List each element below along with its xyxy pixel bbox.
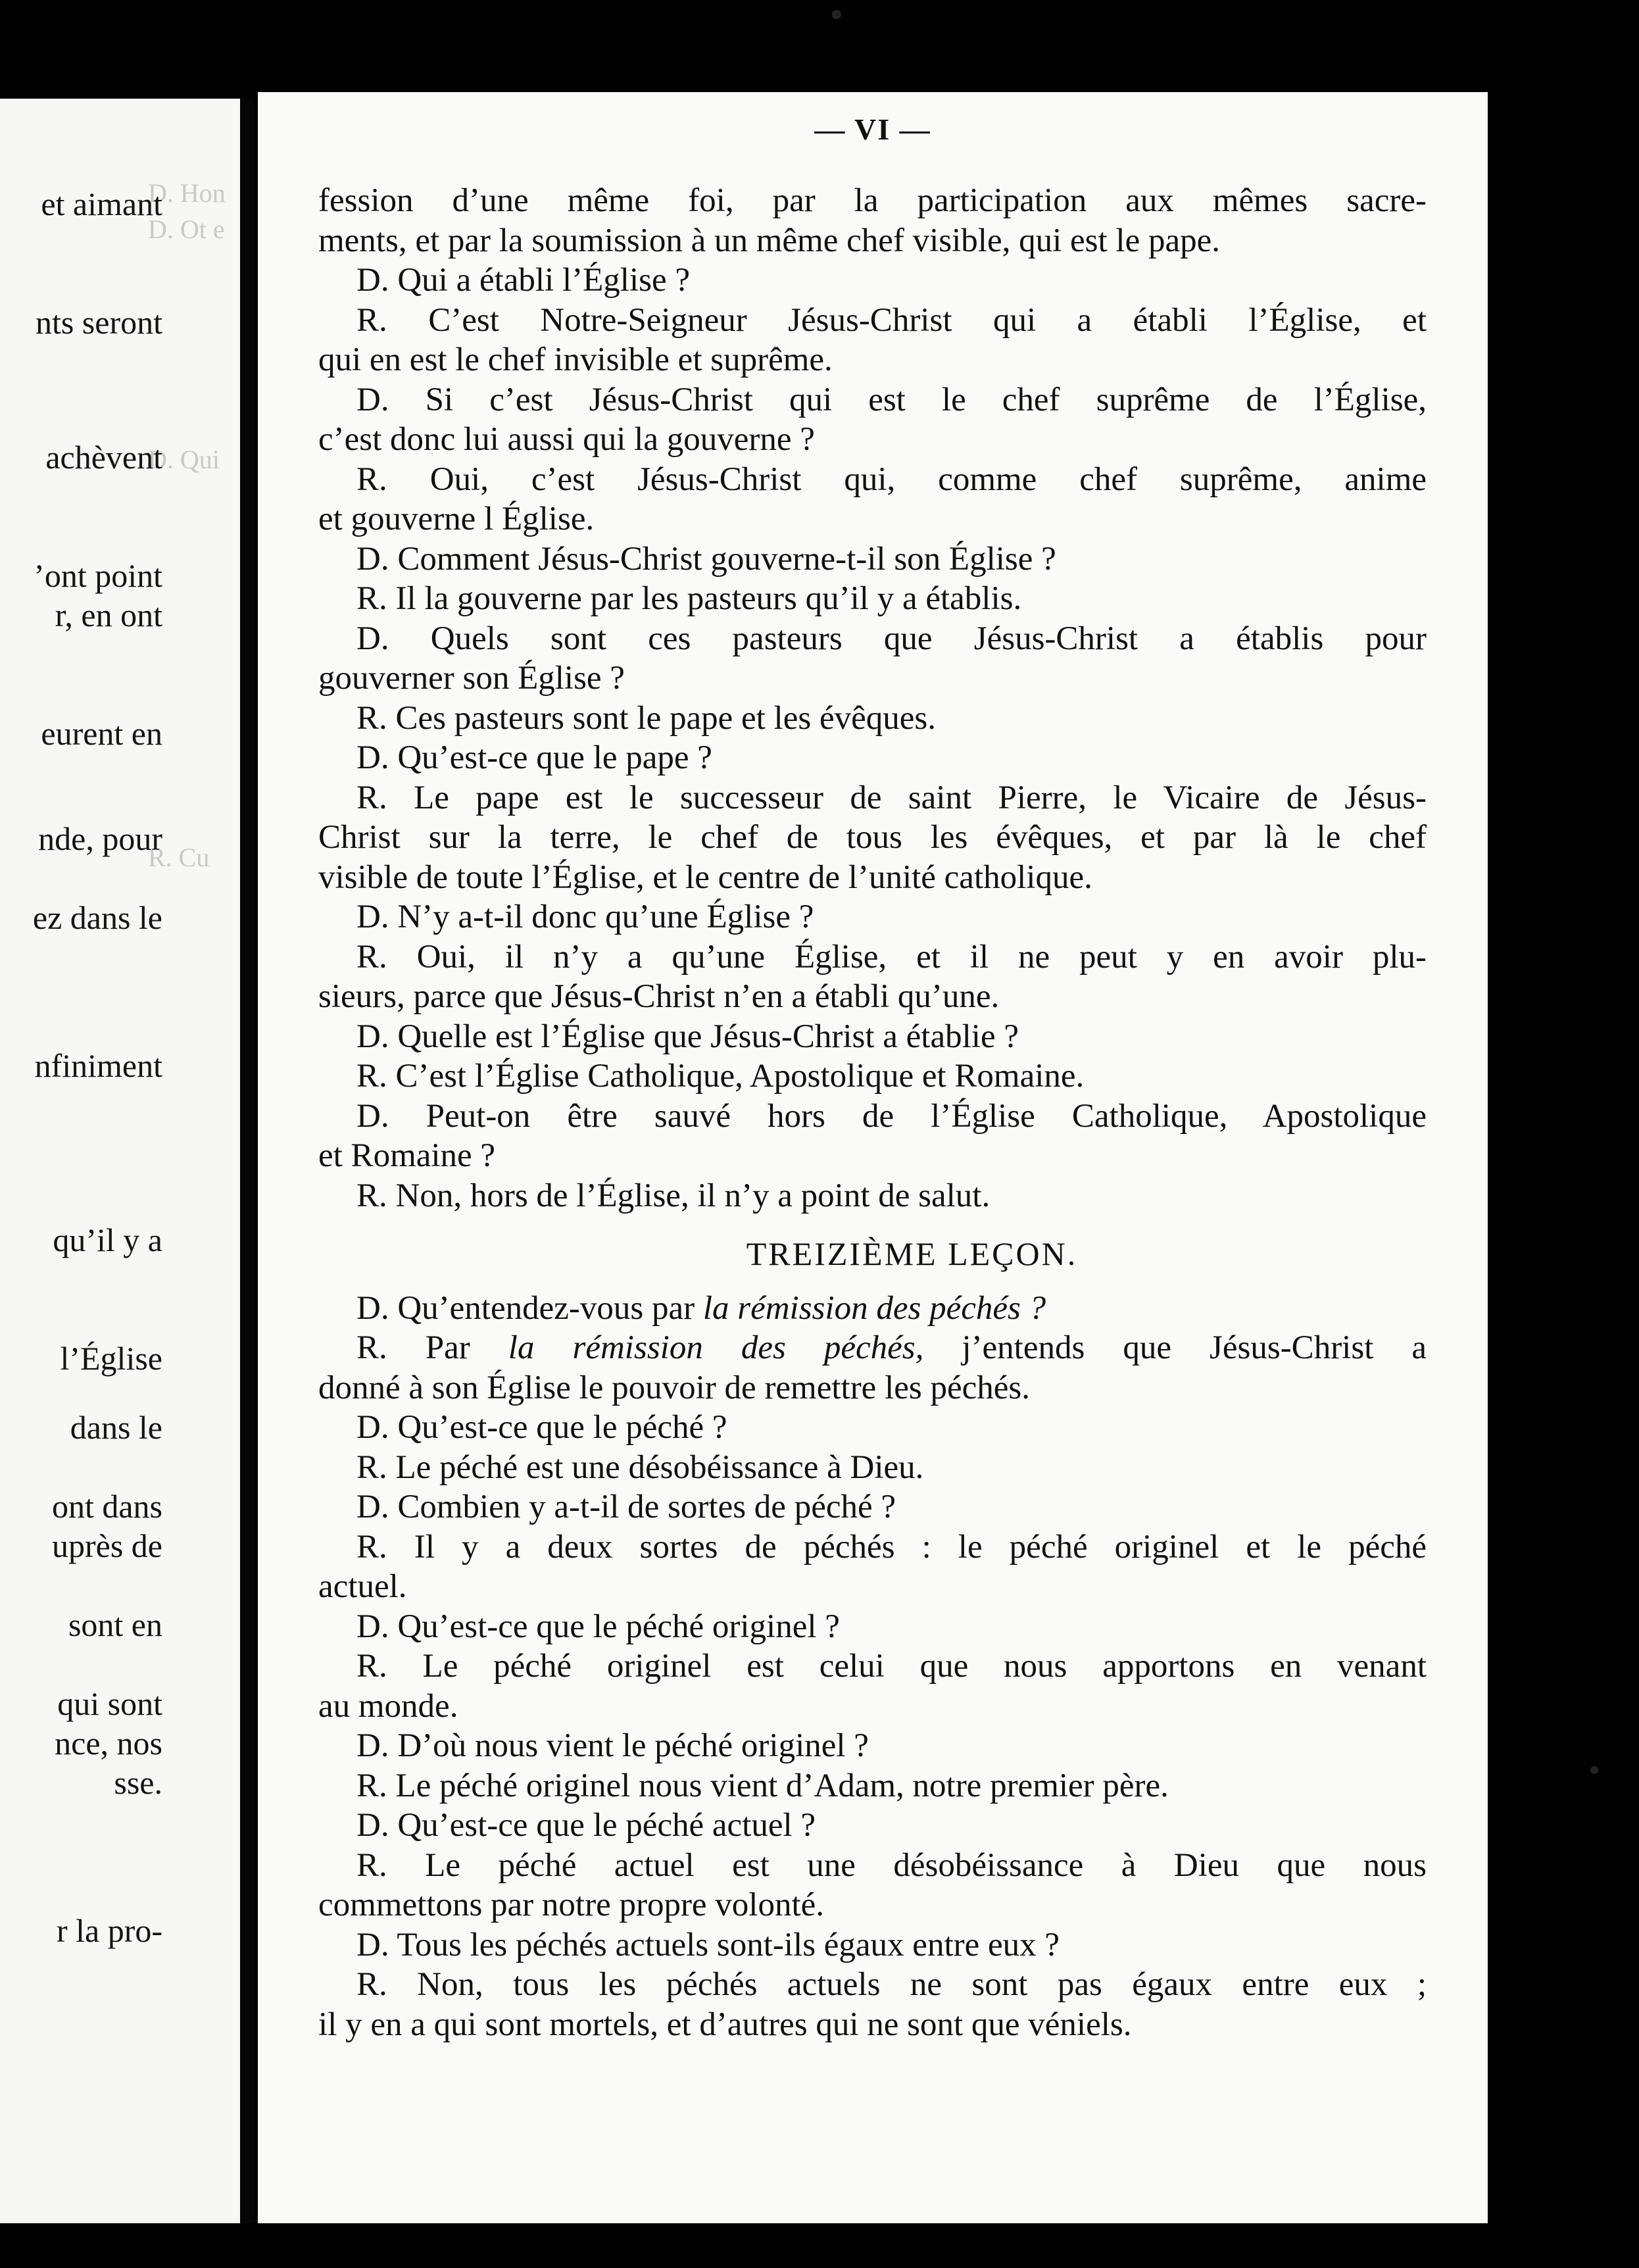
left-page-fragment: r la pro- [56,1912,162,1949]
bleed-through-text: D. Hon [148,178,226,208]
text-run: D. Qu’entendez-vous par [356,1289,703,1327]
text-line: R. Il la gouverne par les pasteurs qu’il y a établis. [356,580,1022,617]
text-run: j’entends que Jésus-Christ a [923,1329,1427,1366]
text-line: Christ sur la terre, le chef de tous les évêques, et par là le chef [318,819,1427,856]
text-line [318,1925,1427,1965]
left-page-fragment: nce, nos [55,1725,162,1762]
text-line [318,1328,1427,1368]
bleed-through-text: R. Cu [148,843,210,872]
text-run: R. Par [356,1329,508,1366]
text-line: ments, et par la soumission à un même chef visible, qui est le pape. [318,222,1220,259]
left-facing-page [0,99,240,2223]
text-line [318,1607,1427,1647]
text-line [318,2005,1427,2045]
bleed-through-text: D. Ot e [148,214,225,244]
text-line [318,1289,1427,1329]
text-line [318,1368,1427,1408]
text-line [318,1646,1427,1687]
book-gutter [240,99,255,2223]
text-line: D. Quelle est l’Église que Jésus-Christ a établie ? [356,1018,1019,1055]
text-line: visible de toute l’Église, et le centre de l’unité catholique. [318,858,1092,896]
italic-term: la rémission des péchés ? [702,1289,1046,1327]
left-page-fragment: nde, pour [38,820,162,857]
text-line [318,1527,1427,1567]
left-page-fragment: achèvent [45,439,162,476]
text-line: D. N’y a-t-il donc qu’une Église ? [356,899,814,935]
text-line: D. Si c’est Jésus-Christ qui est le chef suprême de l’Église, [356,381,1427,418]
text-line [318,1408,1427,1448]
text-line: R. Oui, c’est Jésus-Christ qui, comme chef suprême, anime [356,460,1427,498]
text-line: sieurs, parce que Jésus-Christ n’en a établi qu’une. [318,978,1000,1015]
text-line: D. Qui a établi l’Église ? [356,262,691,299]
text-line [318,1965,1427,2005]
main-page [258,92,1488,2223]
text-run: actuel. [318,1568,407,1605]
text-line [318,1726,1427,1766]
page-body [318,181,1427,2044]
text-run: R. Le péché actuel est une désobéissance à Dieu que nous [356,1846,1427,1884]
text-line: gouverner son Église ? [318,660,625,697]
text-run: D. Combien y a-t-il de sortes de péché ? [356,1489,896,1525]
left-page-fragment: r, en ont [55,597,162,633]
text-run: au monde. [318,1687,458,1725]
left-page-fragment: ’ont point [34,557,162,594]
text-run: donné à son Église le pouvoir de remettre les péchés. [318,1369,1030,1406]
text-line: R. C’est Notre-Seigneur Jésus-Christ qui a établi l’Église, et [356,301,1427,339]
left-page-fragment: nts seront [35,304,162,341]
left-page-fragment: sse. [114,1764,162,1801]
text-line [318,1806,1427,1846]
left-page-fragment: ont dans [51,1488,162,1525]
italic-term: la rémission des péchés, [508,1329,924,1366]
left-page-fragment: qu’il y a [53,1221,162,1258]
text-line: et gouverne l Église. [318,501,595,537]
text-line [318,1766,1427,1806]
text-line: D. Peut-on être sauvé hors de l’Église Catholique, Apostolique [356,1097,1427,1135]
left-page-fragment: et aimant [41,185,162,222]
text-line: D. Quels sont ces pasteurs que Jésus-Christ a établis pour [356,620,1427,657]
text-line [318,1567,1427,1607]
text-run: R. Le péché originel nous vient d’Adam, notre premier père. [356,1767,1169,1804]
text-run: R. Non, tous les péchés actuels ne sont pas égaux entre eux ; [356,1966,1427,2003]
left-page-fragment: eurent en [41,715,162,752]
bleed-through-text: D. Qui [148,445,220,474]
text-line [318,1487,1427,1527]
print-speck [832,10,841,19]
left-page-fragment: l’Église [60,1340,162,1377]
text-line: qui en est le chef invisible et suprême. [318,341,833,378]
left-page-fragment: uprès de [52,1527,162,1564]
text-line: R. Oui, il n’y a qu’une Église, et il ne peut y en avoir plu- [356,938,1427,975]
text-run: D. Tous les péchés actuels sont-ils égaux entre eux ? [356,1926,1060,1963]
text-line: R. Ces pasteurs sont le pape et les évêques. [356,699,936,737]
text-run: D. Qu’est-ce que le péché actuel ? [356,1807,816,1844]
page-number: — VI — [814,112,931,146]
text-run: R. Le péché est une désobéissance à Dieu. [356,1448,924,1486]
text-line [318,1885,1427,1925]
text-line: c’est donc lui aussi qui la gouverne ? [318,421,815,458]
text-line [318,1846,1427,1886]
text-line: D. Qu’est-ce que le pape ? [356,739,712,776]
text-run: il y en a qui sont mortels, et d’autres qui ne sont que véniels. [318,2006,1132,2043]
text-line [318,1448,1427,1488]
text-line [318,1687,1427,1727]
left-page-fragment: sont en [68,1606,162,1643]
text-run: D. D’où nous vient le péché originel ? [356,1727,869,1764]
left-page-fragment: qui sont [57,1685,162,1722]
text-run: R. Le péché originel est celui que nous apportons en venant [356,1648,1427,1685]
text-line: fession d’une même foi, par la participation aux mêmes sacre- [318,182,1427,219]
text-run: D. Qu’est-ce que le péché originel ? [356,1608,840,1645]
text-run: commettons par notre propre volonté. [318,1886,825,1923]
left-page-fragment: ez dans le [32,899,162,936]
text-line: et Romaine ? [318,1137,496,1174]
left-page-fragment: dans le [70,1409,162,1446]
text-line: R. Non, hors de l’Église, il n’y a point de salut. [356,1177,991,1214]
text-line: D. Comment Jésus-Christ gouverne-t-il son Église ? [356,540,1056,578]
print-speck [1590,1766,1598,1774]
text-line: R. C’est l’Église Catholique, Apostolique et Romaine. [356,1058,1085,1095]
text-line: R. Le pape est le successeur de saint Pierre, le Vicaire de Jésus- [356,779,1427,816]
lesson-heading: TREIZIÈME LEÇON. [746,1235,1078,1272]
text-run: D. Qu’est-ce que le péché ? [356,1409,727,1446]
left-page-fragment: nfiniment [34,1047,162,1084]
text-run: R. Il y a deux sortes de péchés : le péché originel et le péché [356,1528,1427,1565]
